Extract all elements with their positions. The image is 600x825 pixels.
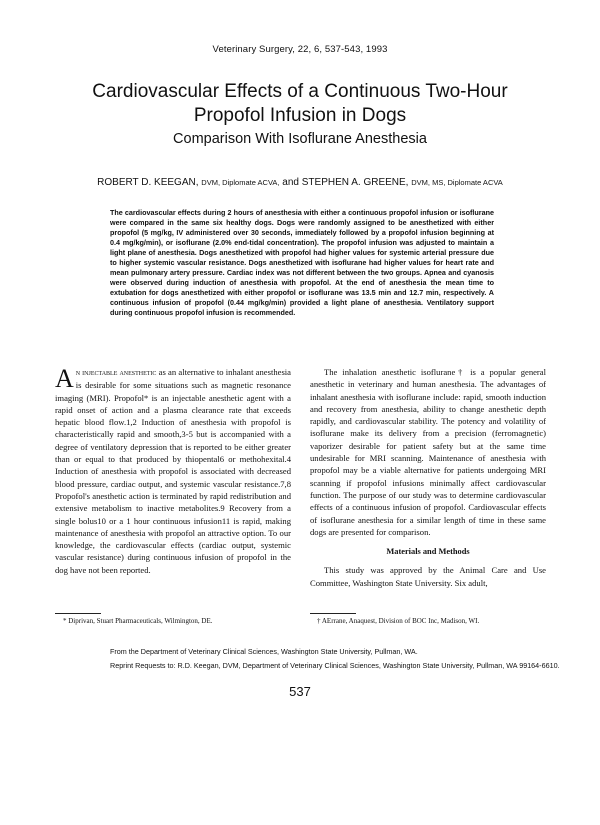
isoflurane-paragraph: The inhalation anesthetic isoflurane† is a popular general anesthetic in veterinary and human anesthesia. The advantages of inhalant anesthesia with isoflurane include: rapid, smooth induction and recovery from anesthesia, ability to change anesthetic depth rapidly, and cardiovascular stability. The potency and volatility of isoflurane make its delivery from a precision (ferromagnetic) vaporizer desirable for patient safety but at the same time undesirable for MRI scanning. Maintenance of anesthesia with propofol may be a viable alternative for patients undergoing MRI scanning if propofol infusions minimally affect cardiovascular function. The purpose of our study was to determine cardiovascular effects of a continuous infusion of propofol. Cardiovascular effects of isoflurane anesthesia for a similar length of time in these same dogs are presented for comparison. [310, 367, 546, 537]
page-number: 537 [289, 684, 311, 699]
journal-citation: Veterinary Surgery, 22, 6, 537-543, 1993 [212, 44, 388, 55]
author-1-credentials: DVM, Diplomate ACVA, [201, 178, 280, 187]
footnote-rule-right [310, 613, 356, 614]
section-heading: Materials and Methods [386, 547, 470, 557]
article-subtitle: Comparison With Isoflurane Anesthesia [173, 131, 427, 147]
footnote-right: † AErrane, Anaquest, Division of BOC Inc, Madison, WI. [317, 617, 480, 625]
body-column-right [310, 366, 546, 589]
intro-paragraph [55, 366, 291, 576]
reprint-note: Reprint Requests to: R.D. Keegan, DVM, Department of Veterinary Clinical Sciences, Washington State University, Pullman, WA 99164-6610. [110, 661, 560, 670]
article-title [30, 80, 570, 128]
drop-cap: A [55, 364, 74, 393]
author-2-name: STEPHEN A. GREENE, [301, 177, 409, 188]
author-conjunction: and [282, 177, 299, 188]
author-2-credentials: DVM, MS, Diplomate ACVA [411, 178, 503, 187]
body-column-left [55, 366, 291, 576]
methods-paragraph: This study was approved by the Animal Care and Use Committee, Washington State University. Six adult, [310, 565, 546, 588]
footnote-left: * Diprivan, Stuart Pharmaceuticals, Wilmington, DE. [63, 617, 213, 625]
title-line-2: Propofol Infusion in Dogs [193, 105, 407, 126]
footnote-rule-left [55, 613, 101, 614]
intro-text: as an alternative to inhalant anesthesia is desirable for some situations such as magnetic resonance imaging (MRI). Propofol* is an injectable anesthetic agent with a rapid onset of action and a plasma clearance rate that exceeds hepatic blood flow.1,2 Induction of anesthesia with propofol is characteristically rapid and smooth,3-5 but is accompanied with a degree of ventilatory depression that is reported to be either greater than or equal to that produced by thiopental6 or methohexital.4 Induction of anesthesia with propofol is associated with decreased blood pressure, cardiac output, and systemic vascular resistance.7,8 Propofol's anesthetic action is terminated by rapid redistribution and extensive metabolism to inactive metabolites.9 Recovery from a single bolus10 or a 1 hour continuous infusion11 is rapid, making maintenance of anesthesia with propofol an attractive option. To our knowledge, the cardiovascular effects (cardiac output, systemic vascular resistance) during continuous infusion of propofol in the dog have not been reported. [55, 367, 291, 575]
lead-in-smallcaps: n injectable anesthetic [75, 368, 157, 377]
title-line-1: Cardiovascular Effects of a Continuous Two-Hour [92, 81, 508, 102]
author-1-name: ROBERT D. KEEGAN, [97, 177, 199, 188]
author-line [30, 177, 570, 188]
abstract: The cardiovascular effects during 2 hours of anesthesia with either a continuous propofol infusion or isoflurane were compared in the same six healthy dogs. Dogs were randomly assigned to be anesthetized with either propofol (5 mg/kg, IV administered over 30 seconds, immediately followed by a propofol infusion beginning at 0.4 mg/kg/min), or isoflurane (2.0% end-tidal concentration). The propofol infusion was adjusted to maintain a light plane of anesthesia. Dogs anesthetized with propofol had higher values for systemic arterial pressure due to higher systemic vascular resistance. Dogs anesthetized with isoflurane had higher values for heart rate and mean pulmonary artery pressure. Cardiac index was not different between the two groups. Apnea and cyanosis were observed during induction of anesthesia with propofol. At the end of anesthesia the mean time to extubation for dogs anesthetized with either propofol or isoflurane was 13.5 min and 12.7 min, respectively. A continuous infusion of propofol (0.44 mg/kg/min) provided a light plane of anesthesia. Ventilatory support during continuous propofol infusion is recommended. [110, 208, 494, 317]
affiliation-note: From the Department of Veterinary Clinical Sciences, Washington State University, Pullman, WA. [110, 647, 418, 656]
